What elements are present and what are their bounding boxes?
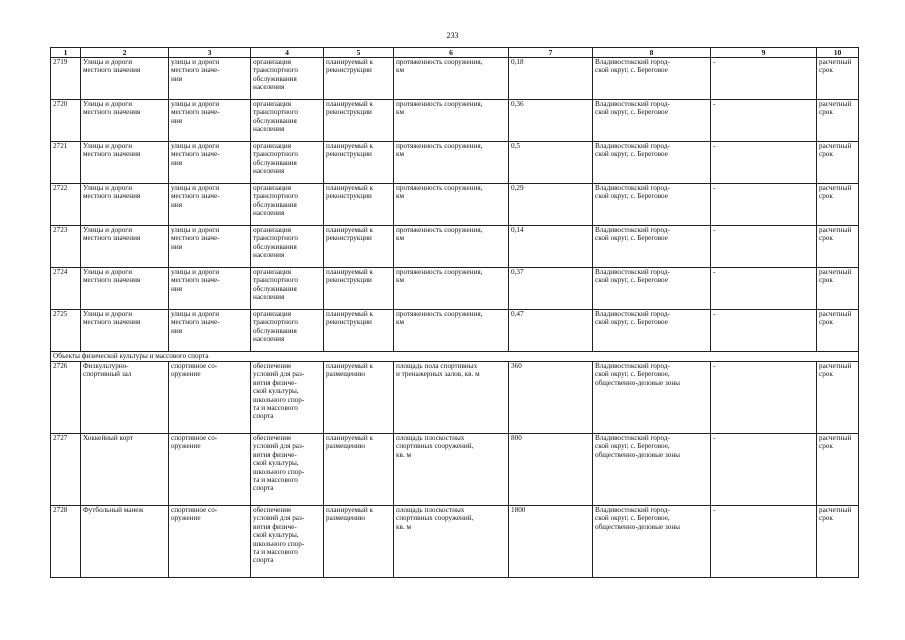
cell-name: Улицы и дороги местного значения (81, 142, 169, 184)
cell-value: 0,18 (509, 58, 593, 100)
cell-value: 800 (509, 434, 593, 506)
cell-status: планируемый к размещению (324, 506, 394, 578)
cell-num: 2728 (51, 506, 81, 578)
cell-num: 2724 (51, 268, 81, 310)
cell-term: расчетный срок (817, 58, 859, 100)
cell-zone: - (711, 142, 817, 184)
cell-value: 1800 (509, 506, 593, 578)
cell-num: 2727 (51, 434, 81, 506)
cell-term: расчетный срок (817, 184, 859, 226)
cell-term: расчетный срок (817, 506, 859, 578)
cell-value: 0,37 (509, 268, 593, 310)
cell-purpose: обеспечение условий для раз- вития физиче- ской культуры, школьного спор- та и массового спорта (251, 362, 324, 434)
cell-char: протяженность сооружения, км (394, 310, 509, 352)
cell-location: Владивостокский город- ской округ, с. Береговое, общественно-деловые зоны (593, 434, 711, 506)
cell-char: протяженность сооружения, км (394, 100, 509, 142)
cell-zone: - (711, 362, 817, 434)
cell-value: 0,5 (509, 142, 593, 184)
cell-zone: - (711, 310, 817, 352)
sport-rows (51, 362, 859, 578)
table-row (51, 362, 859, 434)
column-header: 8 (593, 48, 711, 58)
table-row (51, 268, 859, 310)
cell-type: улицы и дороги местного значе- ния (169, 184, 251, 226)
column-header: 10 (817, 48, 859, 58)
table-row (51, 142, 859, 184)
header-row (51, 48, 859, 58)
cell-num: 2719 (51, 58, 81, 100)
cell-value: 0,29 (509, 184, 593, 226)
cell-status: планируемый к реконструкции (324, 142, 394, 184)
cell-term: расчетный срок (817, 100, 859, 142)
cell-char: протяженность сооружения, км (394, 268, 509, 310)
cell-zone: - (711, 434, 817, 506)
cell-location: Владивостокский город- ской округ, с. Береговое (593, 100, 711, 142)
column-header: 7 (509, 48, 593, 58)
cell-num: 2726 (51, 362, 81, 434)
cell-term: расчетный срок (817, 310, 859, 352)
cell-num: 2720 (51, 100, 81, 142)
table-row (51, 58, 859, 100)
table-row (51, 310, 859, 352)
table-row (51, 506, 859, 578)
column-header: 6 (394, 48, 509, 58)
cell-status: планируемый к реконструкции (324, 310, 394, 352)
column-header: 4 (251, 48, 324, 58)
cell-zone: - (711, 58, 817, 100)
cell-type: улицы и дороги местного значе- ния (169, 310, 251, 352)
cell-status: планируемый к реконструкции (324, 226, 394, 268)
cell-zone: - (711, 100, 817, 142)
cell-char: протяженность сооружения, км (394, 184, 509, 226)
cell-location: Владивостокский город- ской округ, с. Береговое (593, 184, 711, 226)
column-header: 3 (169, 48, 251, 58)
cell-term: расчетный срок (817, 142, 859, 184)
table-row (51, 434, 859, 506)
cell-location: Владивостокский город- ской округ, с. Береговое (593, 142, 711, 184)
cell-value: 0,47 (509, 310, 593, 352)
cell-char: площадь пола спортивных и тренажерных залов, кв. м (394, 362, 509, 434)
cell-purpose: организация транспортного обслуживания населения (251, 58, 324, 100)
column-header: 9 (711, 48, 817, 58)
cell-name: Улицы и дороги местного значения (81, 58, 169, 100)
cell-char: протяженность сооружения, км (394, 142, 509, 184)
cell-value: 0,36 (509, 100, 593, 142)
cell-num: 2725 (51, 310, 81, 352)
cell-purpose: организация транспортного обслуживания населения (251, 100, 324, 142)
table-row (51, 100, 859, 142)
cell-status: планируемый к реконструкции (324, 58, 394, 100)
cell-value: 360 (509, 362, 593, 434)
roads-rows (51, 58, 859, 352)
cell-type: улицы и дороги местного значе- ния (169, 100, 251, 142)
cell-num: 2721 (51, 142, 81, 184)
cell-zone: - (711, 184, 817, 226)
cell-location: Владивостокский город- ской округ, с. Береговое (593, 226, 711, 268)
cell-num: 2723 (51, 226, 81, 268)
cell-term: расчетный срок (817, 268, 859, 310)
cell-name: Улицы и дороги местного значения (81, 310, 169, 352)
cell-term: расчетный срок (817, 362, 859, 434)
cell-name: Улицы и дороги местного значения (81, 268, 169, 310)
section-title: Объекты физической культуры и массового спорта (51, 352, 859, 362)
cell-zone: - (711, 226, 817, 268)
cell-location: Владивостокский город- ской округ, с. Береговое (593, 310, 711, 352)
cell-location: Владивостокский город- ской округ, с. Береговое, общественно-деловые зоны (593, 506, 711, 578)
cell-char: площадь плоскостных спортивных сооружений, кв. м (394, 434, 509, 506)
cell-zone: - (711, 268, 817, 310)
cell-status: планируемый к реконструкции (324, 100, 394, 142)
table-row (51, 226, 859, 268)
cell-value: 0,14 (509, 226, 593, 268)
table-row (51, 184, 859, 226)
cell-type: спортивное со- оружение (169, 434, 251, 506)
column-header: 1 (51, 48, 81, 58)
cell-status: планируемый к реконструкции (324, 268, 394, 310)
objects-table (50, 47, 859, 578)
section-row (51, 352, 859, 362)
cell-status: планируемый к размещению (324, 434, 394, 506)
cell-purpose: организация транспортного обслуживания населения (251, 184, 324, 226)
cell-term: расчетный срок (817, 434, 859, 506)
cell-name: Улицы и дороги местного значения (81, 226, 169, 268)
cell-name: Улицы и дороги местного значения (81, 184, 169, 226)
cell-name: Физкультурно- спортивный зал (81, 362, 169, 434)
cell-purpose: организация транспортного обслуживания населения (251, 226, 324, 268)
cell-purpose: обеспечение условий для раз- вития физиче- ской культуры, школьного спор- та и массового спорта (251, 506, 324, 578)
cell-char: площадь плоскостных спортивных сооружений, кв. м (394, 506, 509, 578)
cell-purpose: обеспечение условий для раз- вития физиче- ской культуры, школьного спор- та и массового спорта (251, 434, 324, 506)
cell-location: Владивостокский город- ской округ, с. Береговое, общественно-деловые зоны (593, 362, 711, 434)
cell-status: планируемый к реконструкции (324, 184, 394, 226)
cell-char: протяженность сооружения, км (394, 226, 509, 268)
cell-type: улицы и дороги местного значе- ния (169, 142, 251, 184)
cell-term: расчетный срок (817, 226, 859, 268)
cell-name: Футбольный манеж (81, 506, 169, 578)
cell-name: Улицы и дороги местного значения (81, 100, 169, 142)
cell-type: улицы и дороги местного значе- ния (169, 226, 251, 268)
cell-purpose: организация транспортного обслуживания населения (251, 142, 324, 184)
cell-type: спортивное со- оружение (169, 506, 251, 578)
cell-char: протяженность сооружения, км (394, 58, 509, 100)
column-header: 2 (81, 48, 169, 58)
cell-purpose: организация транспортного обслуживания населения (251, 310, 324, 352)
cell-purpose: организация транспортного обслуживания населения (251, 268, 324, 310)
column-header: 5 (324, 48, 394, 58)
cell-location: Владивостокский город- ской округ, с. Береговое (593, 58, 711, 100)
cell-num: 2722 (51, 184, 81, 226)
cell-type: улицы и дороги местного значе- ния (169, 268, 251, 310)
cell-zone: - (711, 506, 817, 578)
page-number: 233 (446, 31, 459, 40)
cell-location: Владивостокский город- ской округ, с. Береговое (593, 268, 711, 310)
cell-type: спортивное со- оружение (169, 362, 251, 434)
cell-type: улицы и дороги местного значе- ния (169, 58, 251, 100)
cell-status: планируемый к размещению (324, 362, 394, 434)
cell-name: Хоккейный корт (81, 434, 169, 506)
